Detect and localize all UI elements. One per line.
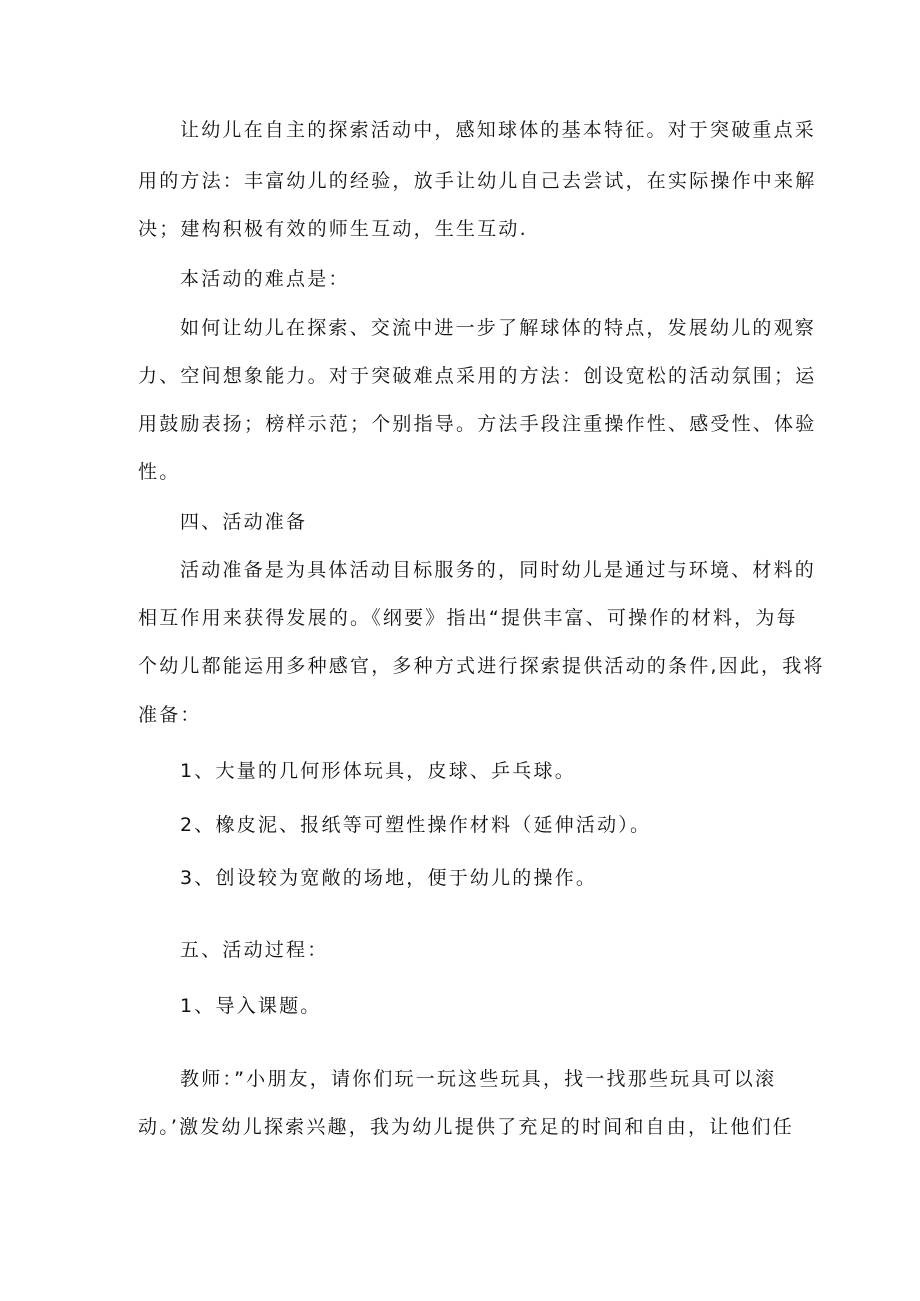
text-line: 用的方法：丰富幼儿的经验，放手让幼儿自己去尝试，在实际操作中来解 [138, 170, 817, 192]
text-line: 教师：”小朋友，请你们玩一玩这些玩具，找一找那些玩具可以滚 [180, 1068, 777, 1090]
text-line: 性。 [138, 461, 181, 483]
text-line: 相互作用来获得发展的。《纲要》指出“提供丰富、可操作的材料，为每 [138, 607, 798, 629]
text-line: 个幼儿都能运用多种感官，多种方式进行探索提供活动的条件,因此，我将 [138, 655, 825, 677]
text-line: 让幼儿在自主的探索活动中，感知球体的基本特征。对于突破重点采 [180, 119, 817, 141]
list-item: 2、橡皮泥、报纸等可塑性操作材料（延伸活动）。 [180, 814, 652, 836]
text-line: 力、空间想象能力。对于突破难点采用的方法：创设宽松的活动氛围；运 [138, 365, 817, 387]
section-heading-preparation: 四、活动准备 [180, 511, 308, 533]
text-line: 用鼓励表扬；榜样示范；个别指导。方法手段注重操作性、感受性、体验 [138, 413, 817, 435]
list-item: 3、创设较为宽敞的场地，便于幼儿的操作。 [180, 867, 598, 889]
subsection-heading-intro: 1、导入课题。 [180, 995, 322, 1017]
list-item: 1、大量的几何形体玩具，皮球、乒乓球。 [180, 760, 576, 782]
section-heading-process: 五、活动过程： [180, 939, 329, 961]
text-line: 准备： [138, 704, 202, 726]
text-line: 如何让幼儿在探索、交流中进一步了解球体的特点，发展幼儿的观察 [180, 317, 817, 339]
paragraph-difficulty-heading: 本活动的难点是： [180, 268, 350, 290]
text-line: 决；建构积极有效的师生互动，生生互动. [138, 218, 528, 240]
text-line: 活动准备是为具体活动目标服务的，同时幼儿是通过与环境、材料的 [180, 559, 817, 581]
text-line: 动。’激发幼儿探索兴趣，我为幼儿提供了充足的时间和自由，让他们任 [138, 1116, 794, 1138]
